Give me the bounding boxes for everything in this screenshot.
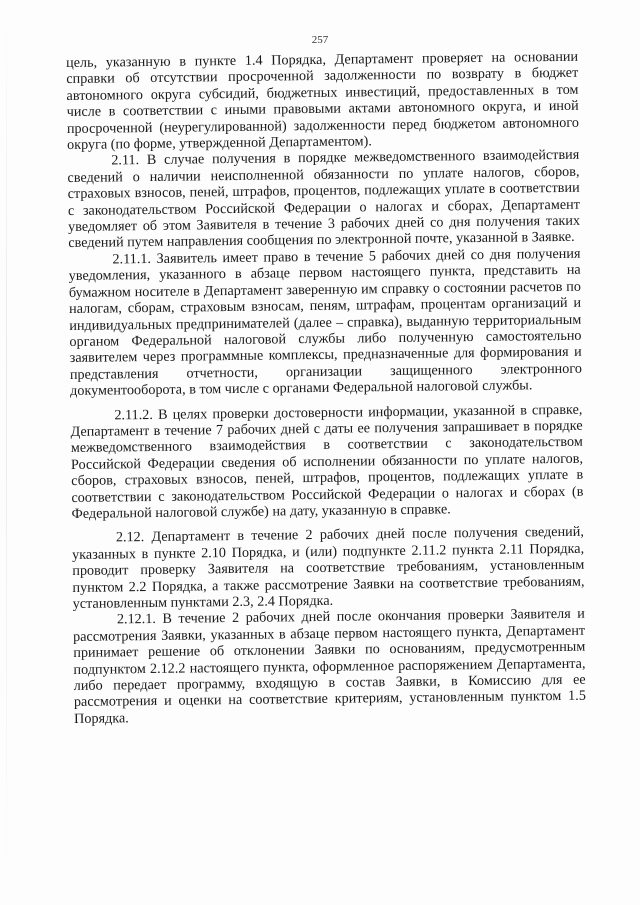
paragraph-2-11-1: 2.11.1. Заявитель имеет право в течение 5 рабочих дней со дня получения уведомления, указанного в абзаце первом настоящего пункта, представить на бумажном носителе в Департамент заверенную им справку о состоянии расчетов по налогам, сборам, страховым взносам, пеням, штрафам, процентам организаций и индивидуальных предпринимателей (далее – справка), выданную территориальным органом Федеральной налоговой службы либо полученную самостоятельно заявителем через программные комплексы, предназначенные для формирования и представления отчетности, организации защищенного электронного документооборота, в том числе с органами Федеральной налоговой службы. (68, 245, 582, 400)
paragraph-continuation: цель, указанную в пункте 1.4 Порядка, Департамент проверяет на основании справки об отсутствии просроченной задолженности по возврату в бюджет автономного округа субсидий, бюджетных инвестиций, предоставленных в том числе в соответствии с иными правовыми актами автономного округа, и иной просроченной (неурегулированной) задолженности перед бюджетом автономного округа (по форме, утвержденной Департаментом). (66, 48, 579, 154)
paragraph-2-11-2: 2.11.2. В целях проверки достоверности информации, указанной в справке, Департамент в течение 7 рабочих дней с даты ее получения запрашивает в порядке межведомственного взаимодействия в соответствии с законодательством Российской Федерации сведения об исполнении обязанности по уплате налогов, сборов, страховых взносов, пеней, штрафов, процентов, подлежащих уплате в соответствии с законодательством Российской Федерации о налогах и сборах (в Федеральной налоговой службе) на дату, указанную в справке. (70, 401, 584, 522)
scan-edge-shadow (6, 0, 7, 905)
paragraph-2-12-1: 2.12.1. В течение 2 рабочих дней после окончания проверки Заявителя и рассмотрения Заявки, указанных в абзаце первом настоящего пункта, Департамент принимает решение об отклонении Заявки по основаниям, предусмотренным подпунктом 2.12.2 настоящего пункта, оформленное распоряжением Департамента, либо передает программу, входящую в состав Заявки, в Комиссию для ее рассмотрения и оценки на соответствие критериям, установленным пунктом 1.5 Порядка. (73, 606, 586, 727)
paragraph-2-12: 2.12. Департамент в течение 2 рабочих дней после получения сведений, указанных в пункте 2.10 Порядка, и (или) подпункте 2.11.2 пункта 2.11 Порядка, проводит проверку Заявителя на соответствие требованиям, установленным пунктом 2.2 Порядка, а также рассмотрение Заявки на соответствие требованиям, установленным пунктами 2.3, 2.4 Порядка. (72, 524, 585, 612)
page-number: 257 (311, 34, 329, 46)
document-body (66, 49, 586, 727)
paragraph-2-11: 2.11. В случае получения в порядке межведомственного взаимодействия сведений о наличии неисполненной обязанности по уплате налогов, сборов, страховых взносов, пеней, штрафов, процентов, подлежащих уплате в соответствии с законодательством Российской Федерации о налогах и сборах, Департамент уведомляет об этом Заявителя в течение 3 рабочих дней со дня получения таких сведений путем направления сообщения по электронной почте, указанной в Заявке. (67, 147, 581, 252)
